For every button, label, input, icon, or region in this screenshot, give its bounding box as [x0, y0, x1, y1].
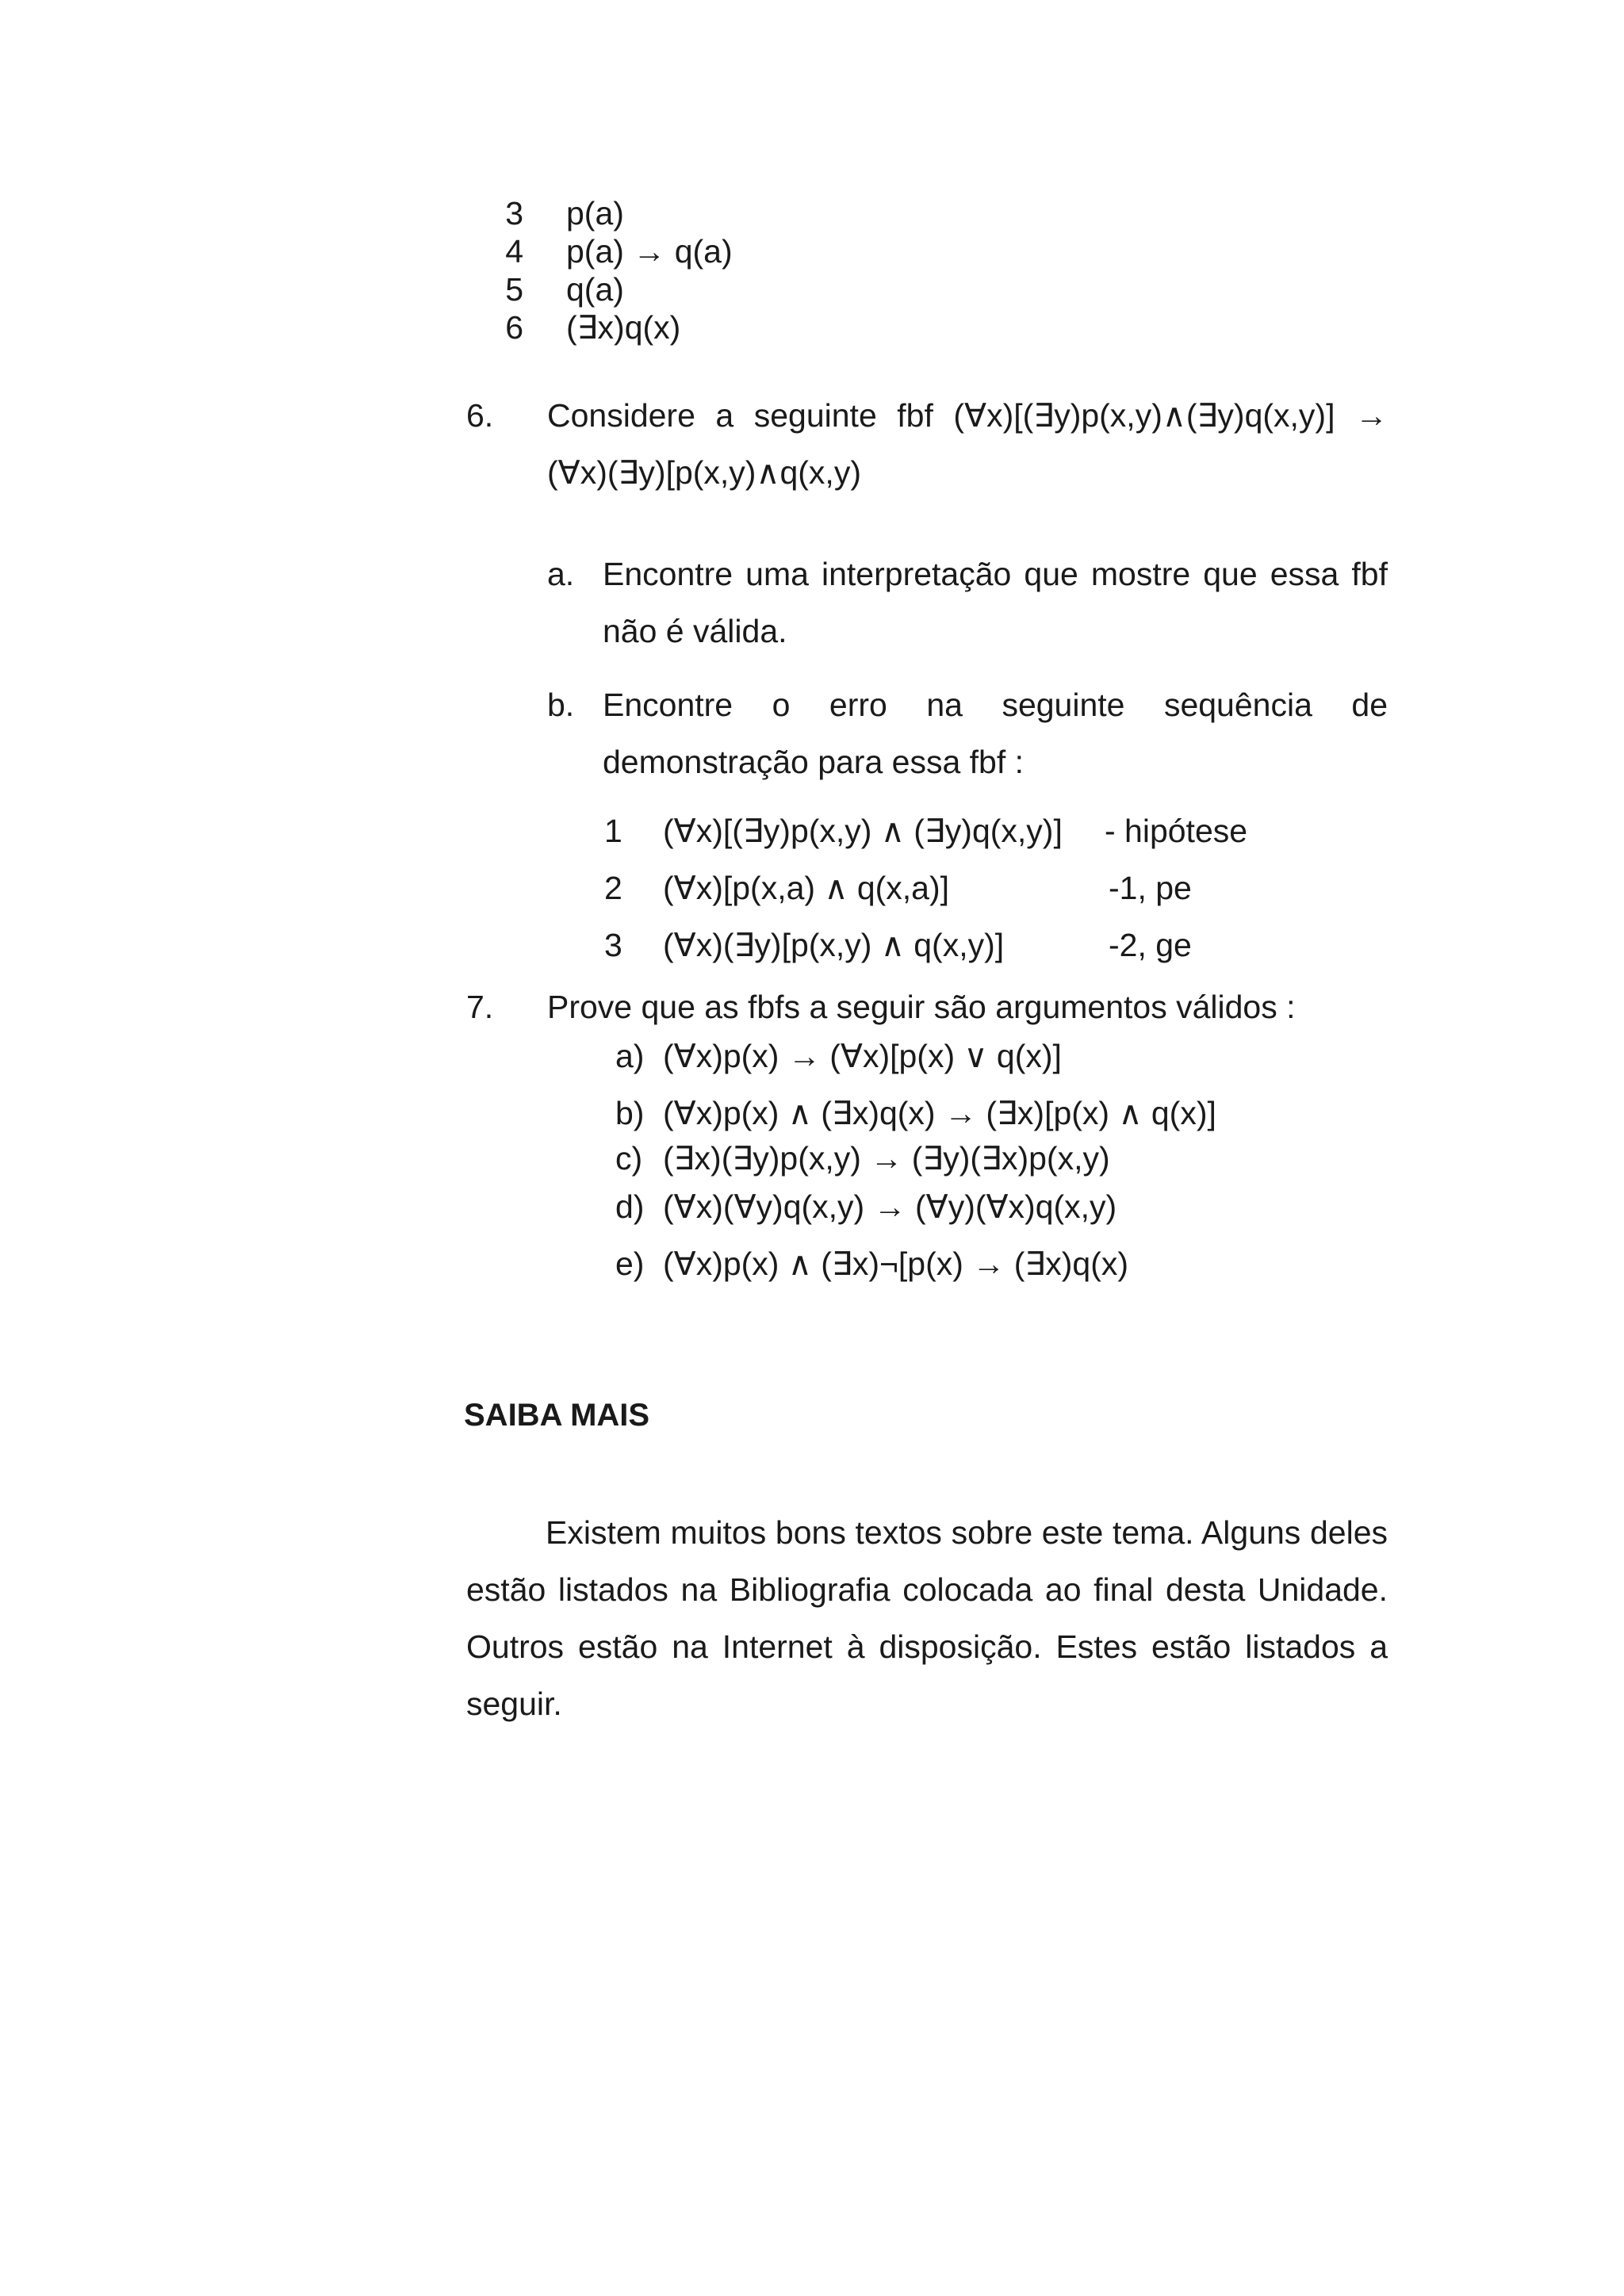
item-formula: (∀x)p(x) ∧ (∃x)q(x) → (∃x)[p(x) ∧ q(x)]	[663, 1095, 1216, 1131]
item-formula: (∀x)p(x) → (∀x)[p(x) ∨ q(x)]	[663, 1038, 1062, 1074]
demo-step-justification: -2, ge	[1109, 927, 1192, 963]
item-label: b.	[547, 687, 575, 723]
proof-step-formula: p(a)	[566, 195, 624, 232]
proof-step-number: 5	[505, 271, 523, 308]
demo-step-formula: (∀x)[(∃y)p(x,y) ∧ (∃y)q(x,y)]	[663, 813, 1063, 849]
item-label: e)	[615, 1246, 645, 1282]
section-paragraph: Existem muitos bons textos sobre este tema. Alguns deles estão listados na Bibliografia colocada ao final desta Unidade. Outros estão na Internet à disposição. Estes estão listados a seguir.	[466, 1514, 1388, 1722]
item-text: Encontre uma interpretação que mostre que essa fbf não é válida.	[603, 556, 1388, 649]
exercise-number: 6.	[466, 397, 494, 434]
demo-step-formula: (∀x)(∃y)[p(x,y) ∧ q(x,y)]	[663, 927, 1005, 963]
section-heading: SAIBA MAIS	[464, 1398, 650, 1433]
proof-step-formula: q(a)	[566, 271, 624, 308]
item-label: b)	[615, 1095, 645, 1131]
item-label: a.	[547, 556, 575, 592]
demo-step-justification: - hipótese	[1105, 813, 1248, 849]
proof-step-number: 4	[505, 233, 523, 270]
exercise-statement: Prove que as fbfs a seguir são argumentos válidos :	[547, 989, 1296, 1025]
item-text: Encontre o erro na seguinte sequência de demonstração para essa fbf :	[603, 687, 1388, 780]
exercise-number: 7.	[466, 989, 494, 1025]
proof-step-number: 6	[505, 309, 523, 346]
proof-step-formula: p(a) → q(a)	[566, 233, 733, 270]
demo-step-formula: (∀x)[p(x,a) ∧ q(x,a)]	[663, 870, 950, 906]
item-formula: (∀x)p(x) ∧ (∃x)¬[p(x) → (∃x)q(x)	[663, 1246, 1129, 1282]
item-label: a)	[615, 1038, 645, 1074]
item-formula: (∀x)(∀y)q(x,y) → (∀y)(∀x)q(x,y)	[663, 1188, 1117, 1225]
demo-step-number: 3	[604, 927, 622, 963]
exercise-statement: Considere a seguinte fbf (∀x)[(∃y)p(x,y)∧(∃y)q(x,y)] → (∀x)(∃y)[p(x,y)∧q(x,y)	[547, 397, 1388, 491]
proof-step-number: 3	[505, 195, 523, 232]
proof-step-formula: (∃x)q(x)	[566, 309, 681, 346]
item-label: c)	[615, 1140, 643, 1177]
item-label: d)	[615, 1188, 645, 1225]
demo-step-number: 2	[604, 870, 622, 906]
demo-step-number: 1	[604, 813, 622, 849]
item-formula: (∃x)(∃y)p(x,y) → (∃y)(∃x)p(x,y)	[663, 1140, 1110, 1177]
demo-step-justification: -1, pe	[1109, 870, 1192, 906]
